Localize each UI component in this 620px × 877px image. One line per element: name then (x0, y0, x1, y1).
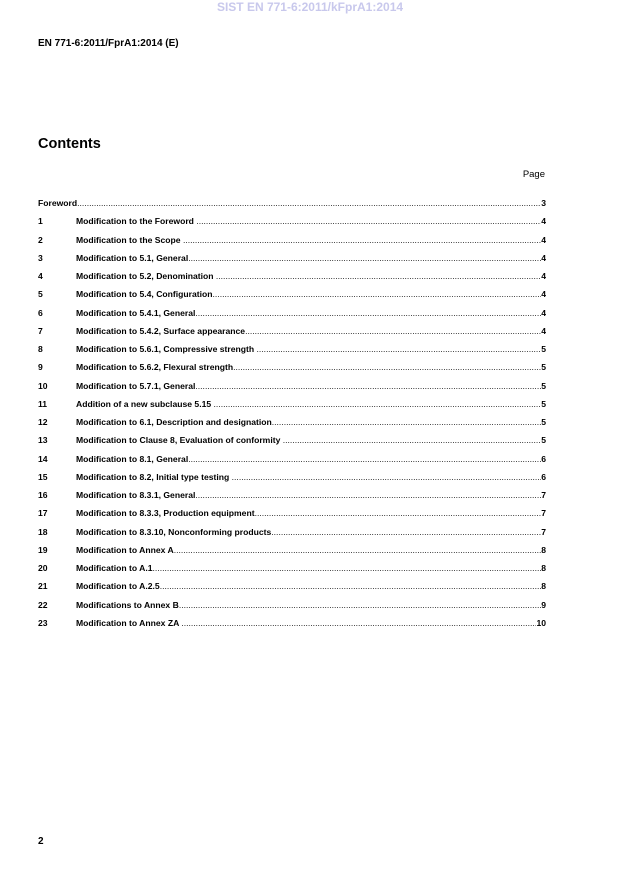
toc-entry-title: Modification to 5.2, Denomination (76, 271, 216, 281)
toc-entry[interactable] (38, 545, 546, 563)
toc-entry-title: Modification to 5.4.1, General (76, 307, 196, 318)
toc-entry[interactable] (38, 399, 546, 417)
dot-leader (233, 362, 541, 372)
toc-entry[interactable] (38, 508, 546, 526)
toc-entry-number: 22 (38, 599, 48, 610)
toc-entry-page: 6 (541, 471, 546, 482)
dot-leader (195, 308, 541, 318)
toc-entry-page: 10 (536, 617, 546, 628)
toc-entry-number: 3 (38, 252, 43, 263)
toc-entry-page: 5 (541, 417, 546, 427)
toc-entry[interactable] (38, 454, 546, 472)
dot-leader (160, 581, 542, 591)
toc-entry-title: Modification to 8.2, Initial type testing (76, 471, 232, 482)
toc-entry-number: 10 (38, 380, 48, 391)
toc-entry-page: 7 (541, 490, 546, 500)
toc-entry[interactable] (38, 435, 546, 453)
toc-entry-title: Modification to Annex ZA (76, 617, 182, 628)
toc-entry-page: 4 (541, 271, 546, 281)
toc-entry-title: Modification to 8.3.3, Production equipment (76, 508, 255, 519)
toc-entry[interactable] (38, 362, 546, 380)
toc-entry-number: 4 (38, 271, 43, 281)
toc-entry[interactable] (38, 490, 546, 508)
dot-leader (174, 545, 542, 555)
toc-entry-number: 9 (38, 362, 43, 373)
toc-entry[interactable] (38, 308, 546, 326)
toc-entry[interactable] (38, 581, 546, 599)
toc-entry-title: Modification to A.1 (76, 563, 153, 573)
toc-entry[interactable] (38, 235, 546, 253)
dot-leader (77, 198, 541, 208)
toc-entry-title: Modification to 5.7.1, General (76, 380, 196, 391)
toc-entry[interactable] (38, 271, 546, 289)
toc-entry-page: 5 (541, 435, 546, 446)
toc-entry-page: 6 (541, 453, 546, 464)
page-number: 2 (38, 836, 44, 847)
toc-entry[interactable] (38, 253, 546, 271)
toc-entry-number: 7 (38, 325, 43, 336)
toc-entry-number: 17 (38, 508, 48, 519)
toc-entry-number: 19 (38, 544, 48, 555)
toc-entry-page: 5 (541, 380, 546, 391)
toc-entry-page: 8 (541, 563, 546, 573)
page-column-label: Page (522, 169, 545, 180)
document-id: EN 771-6:2011/FprA1:2014 (E) (38, 38, 179, 49)
toc-entry-number: 14 (38, 453, 48, 464)
dot-leader (213, 289, 542, 299)
toc-entry-title: Modification to 8.1, General (76, 453, 189, 464)
dot-leader (232, 472, 542, 482)
toc-entry[interactable] (38, 472, 546, 490)
toc-entry-page: 4 (541, 252, 546, 263)
toc-entry-page: 8 (541, 581, 546, 592)
toc-entry[interactable] (38, 289, 546, 307)
dot-leader (188, 253, 541, 263)
toc-entry-page: 5 (541, 362, 546, 373)
toc-entry[interactable] (38, 326, 546, 344)
dot-leader (272, 417, 541, 427)
toc-entry-title: Modification to the Scope (76, 234, 183, 245)
dot-leader (216, 271, 541, 281)
toc-entry[interactable] (38, 527, 546, 545)
toc-entry-number: 15 (38, 471, 48, 482)
toc-entry[interactable] (38, 344, 546, 362)
toc-entry-title: Modification to 5.4.2, Surface appearance (76, 325, 246, 336)
dot-leader (245, 326, 541, 336)
toc-entry-title: Modification to 5.4, Configuration (76, 289, 213, 300)
dot-leader (195, 490, 541, 500)
toc-entry-page: 7 (541, 508, 546, 519)
toc-entry-page: 4 (541, 216, 546, 227)
toc-entry-number: 16 (38, 490, 48, 500)
dot-leader (283, 435, 541, 445)
toc-entry-number: 2 (38, 234, 43, 245)
dot-leader (271, 527, 541, 537)
toc-entry-title: Modification to 8.3.10, Nonconforming products (76, 526, 272, 537)
toc-entry-number: 18 (38, 526, 48, 537)
toc-entry[interactable] (38, 198, 546, 216)
toc-entry-title: Addition of a new subclause 5.15 (76, 398, 214, 409)
toc-entry-page: 9 (541, 599, 546, 610)
dot-leader (214, 399, 542, 409)
dot-leader (181, 618, 536, 628)
dot-leader (153, 563, 542, 573)
toc-entry[interactable] (38, 381, 546, 399)
toc-entry-number: 23 (38, 617, 48, 628)
toc-entry-title: Modification to 6.1, Description and designation (76, 417, 272, 427)
toc-entry-title: Modification to 5.6.1, Compressive strength (76, 344, 257, 354)
toc-entry-page: 3 (541, 198, 546, 208)
toc-entry-page: 4 (541, 289, 546, 300)
toc-entry[interactable] (38, 618, 546, 636)
toc-entry-number: 20 (38, 563, 48, 573)
dot-leader (196, 216, 541, 226)
toc-entry-title: Modification to A.2.5 (76, 581, 160, 592)
dot-leader (188, 454, 541, 464)
toc-entry-page: 4 (541, 307, 546, 318)
table-of-contents (38, 198, 546, 636)
toc-entry-number: 11 (38, 398, 48, 409)
toc-entry-number: 21 (38, 581, 48, 592)
toc-entry[interactable] (38, 563, 546, 581)
toc-entry-title: Modification to 5.6.2, Flexural strength (76, 362, 234, 373)
page-title: Contents (38, 136, 101, 152)
toc-entry-title: Modifications to Annex B (76, 599, 179, 610)
toc-entry-page: 5 (541, 344, 546, 354)
dot-leader (257, 344, 542, 354)
dot-leader (179, 600, 541, 610)
toc-entry-number: 13 (38, 435, 48, 446)
toc-entry[interactable] (38, 417, 546, 435)
dot-leader (183, 235, 541, 245)
toc-entry-number: 12 (38, 417, 48, 427)
dot-leader (255, 508, 542, 518)
toc-entry-title: Modification to Clause 8, Evaluation of conformity (76, 435, 283, 446)
toc-entry-number: 6 (38, 307, 43, 318)
watermark: SIST EN 771-6:2011/kFprA1:2014 (216, 0, 404, 14)
toc-entry-title: Modification to 5.1, General (76, 252, 189, 263)
toc-entry-number: 8 (38, 344, 43, 354)
dot-leader (195, 381, 541, 391)
toc-entry-page: 8 (541, 544, 546, 555)
toc-entry-page: 7 (541, 526, 546, 537)
toc-entry-page: 5 (541, 398, 546, 409)
toc-entry-number: 5 (38, 289, 43, 300)
toc-entry-page: 4 (541, 325, 546, 336)
toc-entry-page: 4 (541, 234, 546, 245)
toc-entry-title: Modification to the Foreword (76, 216, 197, 227)
toc-entry-title: Foreword (38, 198, 78, 208)
toc-entry-number: 1 (38, 216, 43, 227)
toc-entry-title: Modification to 8.3.1, General (76, 490, 196, 500)
toc-entry[interactable] (38, 216, 546, 234)
toc-entry[interactable] (38, 600, 546, 618)
toc-entry-title: Modification to Annex A (76, 544, 174, 555)
